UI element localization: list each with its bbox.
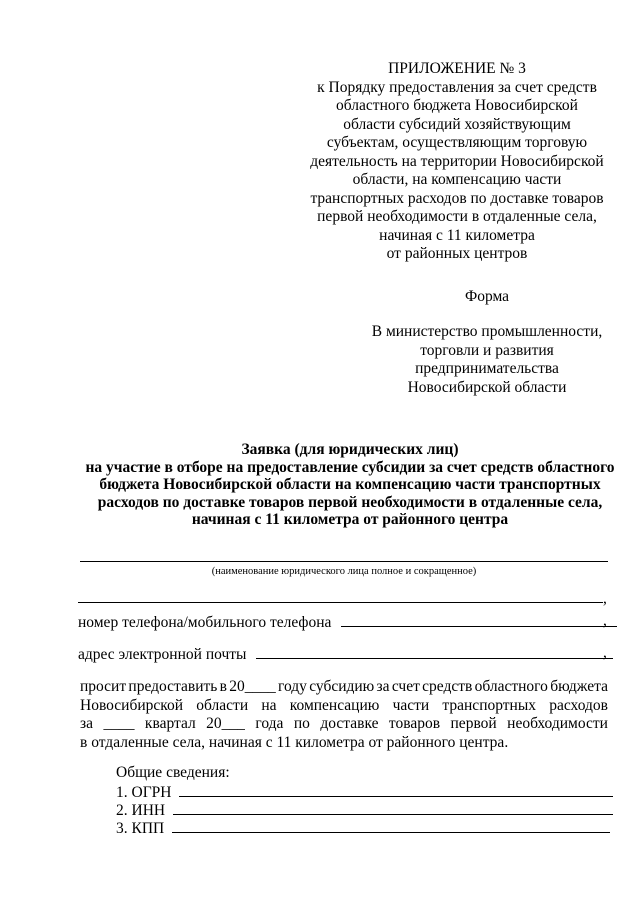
request-paragraph	[80, 678, 608, 752]
appendix-line: транспортных расходов по доставке товаров	[310, 189, 604, 207]
addressee-line: В министерство промышленности,	[371, 323, 603, 340]
title-line: Заявка (для юридических лиц)	[241, 441, 459, 458]
request-line-4	[80, 734, 608, 753]
word: средств	[422, 678, 473, 695]
addressee-line: торговли и развития	[420, 341, 554, 359]
appendix-line: ПРИЛОЖЕНИЕ № 3	[388, 60, 526, 77]
word: в	[219, 678, 227, 695]
title-line: начиная с 11 километра от районного центра	[191, 511, 509, 528]
title-line: расходов по доставке товаров первой необходимости в отдаленные села,	[97, 493, 603, 511]
inn-label: 2. ИНН	[116, 802, 166, 819]
entity-name-field[interactable]	[80, 561, 608, 562]
form-label: Форма	[464, 288, 510, 305]
comma: ,	[603, 644, 607, 661]
word: области	[196, 696, 249, 714]
word: части	[392, 696, 430, 714]
appendix-line: деятельность на территории Новосибирской	[310, 152, 604, 170]
word: первой	[450, 715, 497, 732]
word: года	[255, 715, 284, 732]
title-line: бюджета Новосибирской области на компенсацию части транспортных	[99, 476, 601, 493]
kpp-label: 3. КПП	[116, 820, 165, 837]
addressee-line: Новосибирской области	[407, 378, 567, 396]
request-line-1	[80, 678, 608, 697]
phone-label: номер телефона/мобильного телефона	[78, 614, 332, 631]
year-blank[interactable]: 20____	[229, 678, 276, 695]
kpp-row	[116, 818, 610, 838]
email-field[interactable]	[256, 644, 613, 659]
request-line-4-text: в отдаленные села, начиная с 11 километра от районного центра.	[80, 733, 509, 751]
word: Новосибирской	[80, 696, 184, 714]
word: предоставить	[128, 678, 218, 695]
email-label: адрес электронной почты	[78, 646, 247, 663]
word: по	[293, 715, 310, 732]
title-line: на участие в отборе на предоставление субсидии за счет средств областного	[85, 458, 615, 476]
inn-field[interactable]	[173, 800, 613, 815]
appendix-line: области субсидий хозяйствующим	[343, 115, 571, 133]
appendix-line: областного бюджета Новосибирской	[336, 97, 578, 114]
word: компенсацию	[289, 696, 380, 714]
word: году	[278, 678, 307, 695]
word: счет	[391, 678, 420, 695]
word: на	[261, 696, 277, 714]
comma: ,	[603, 590, 607, 607]
appendix-line: первой необходимости в отдаленные села,	[317, 208, 597, 225]
request-line-3	[80, 715, 608, 734]
word: транспортных	[442, 696, 537, 714]
word: областного	[474, 678, 548, 695]
word: доставке	[320, 715, 379, 732]
quarter-blank[interactable]: ____	[103, 715, 135, 732]
appendix-header	[292, 60, 622, 264]
entity-name-caption: (наименование юридического лица полное и сокращенное)	[211, 566, 477, 577]
year-blank[interactable]: 20___	[206, 715, 245, 732]
appendix-line: субъектам, осуществляющим торговую	[326, 134, 588, 151]
comma: ,	[603, 612, 607, 629]
request-line-2	[80, 697, 608, 716]
word: квартал	[144, 715, 196, 732]
appendix-line: от районных центров	[386, 245, 528, 262]
addressee-line: предпринимательства	[415, 360, 559, 377]
kpp-field[interactable]	[172, 818, 610, 833]
inn-row	[116, 800, 613, 820]
word: бюджета	[550, 678, 608, 695]
word: просит	[80, 678, 127, 695]
appendix-line: к Порядку предоставления за счет средств	[317, 78, 597, 96]
entity-name-field-2[interactable]	[78, 602, 603, 603]
word: за	[376, 678, 390, 695]
general-info-heading: Общие сведения:	[116, 764, 230, 781]
word: субсидию	[309, 678, 375, 695]
word: расходов	[549, 696, 608, 714]
ogrn-row	[116, 782, 613, 802]
appendix-line: области, на компенсацию части	[352, 171, 562, 188]
ogrn-field[interactable]	[179, 782, 613, 797]
addressee-block	[292, 323, 640, 397]
email-row	[78, 644, 613, 664]
phone-field[interactable]	[341, 612, 617, 627]
appendix-line: начиная с 11 километра	[379, 226, 535, 244]
ogrn-label: 1. ОГРН	[116, 784, 172, 801]
word: товаров	[388, 715, 441, 732]
word: за	[80, 715, 94, 732]
word: необходимости	[507, 715, 608, 732]
application-title	[60, 441, 640, 529]
phone-row	[78, 612, 617, 632]
